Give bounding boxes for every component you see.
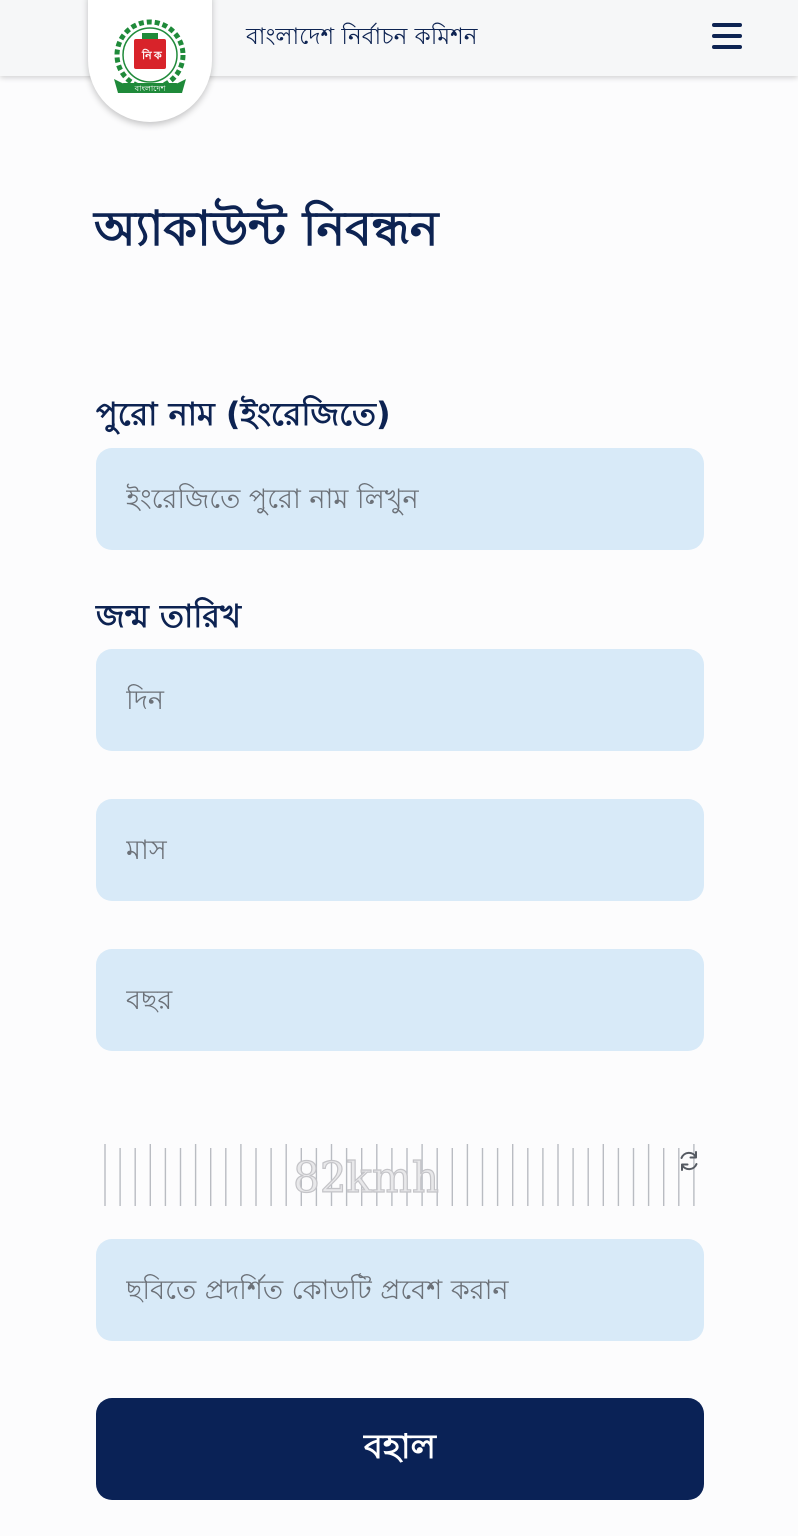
menu-bar-bottom [712,45,742,49]
captcha-input[interactable] [96,1239,704,1341]
dob-label: জন্ম তারিখ [96,597,242,635]
refresh-icon[interactable] [676,1148,702,1174]
menu-bar-middle [712,34,742,38]
full-name-label: পুরো নাম (ইংরেজিতে) [96,395,391,433]
dob-day-input[interactable] [96,649,704,751]
logo-link[interactable] [88,0,212,122]
captcha-image [96,1140,704,1212]
election-commission-logo-icon [108,15,192,101]
menu-bar-top [712,23,742,27]
svg-text:ক: ক [154,49,162,62]
svg-text:বাংলাদেশ: বাংলাদেশ [134,84,166,93]
header-title: বাংলাদেশ নির্বাচন কমিশন [246,24,478,50]
hamburger-menu-icon[interactable] [706,18,748,56]
page-title: অ্যাকাউন্ট নিবন্ধন [94,201,439,257]
dob-month-input[interactable] [96,799,704,901]
submit-button[interactable]: বহাল [96,1398,704,1500]
full-name-input[interactable] [96,448,704,550]
dob-year-input[interactable] [96,949,704,1051]
captcha-code-text: 82kmh [293,1153,439,1202]
svg-text:নি: নি [142,49,152,62]
